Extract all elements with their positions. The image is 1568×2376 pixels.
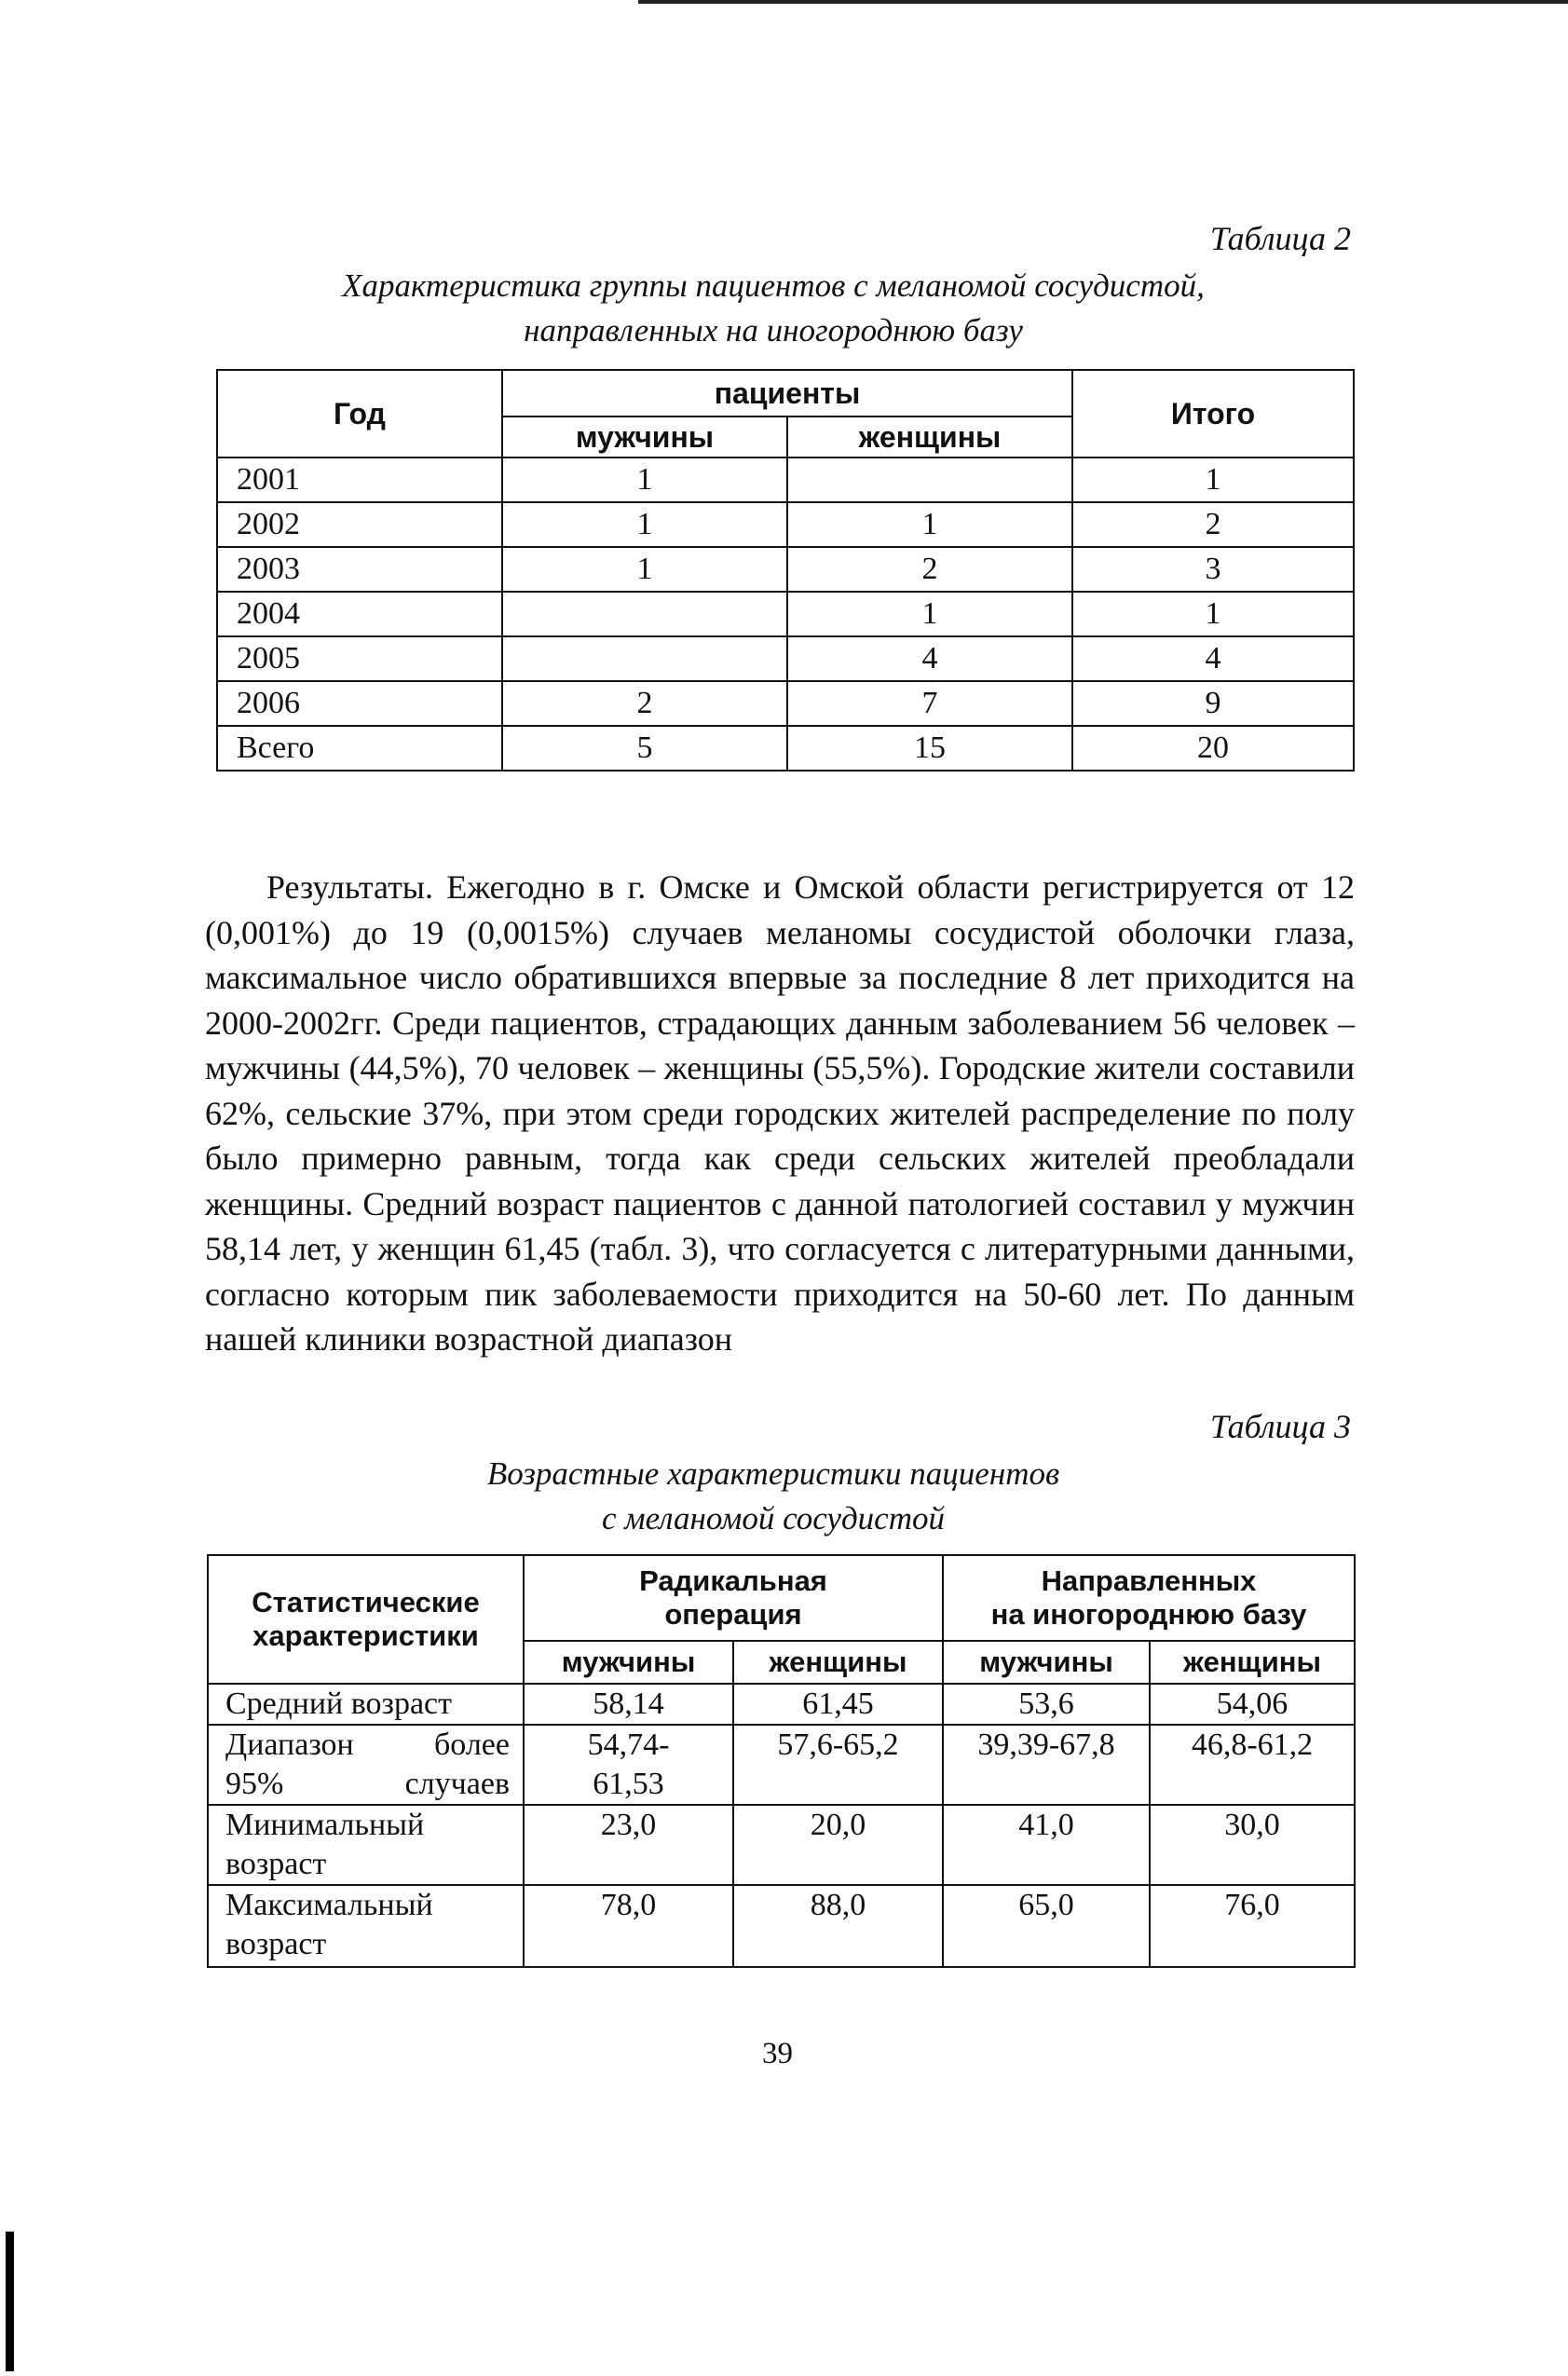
table3-header-men: мужчины	[943, 1641, 1150, 1684]
table3-cell-line: 58,14	[593, 1686, 664, 1721]
table3-cell-line: Средний возраст	[225, 1686, 452, 1721]
table3-header-stats	[208, 1555, 524, 1684]
table2-cell-year: 2004	[217, 592, 502, 636]
table2-cell-total: 20	[1072, 726, 1354, 771]
table3-cell-line: 20,0	[810, 1808, 866, 1842]
table2-cell-year: 2005	[217, 636, 502, 681]
table2-cell-women: 1	[787, 502, 1072, 547]
table3-cell-stat	[208, 1684, 524, 1725]
table2-cell-men	[502, 592, 787, 636]
table3-cell-rad-women	[733, 1805, 943, 1885]
table3-header-radical-line: Радикальная	[639, 1564, 827, 1597]
table-row	[217, 726, 1354, 771]
table3-cell-line: 23,0	[600, 1808, 657, 1842]
table3-cell-ref-women	[1150, 1885, 1355, 1967]
table2-cell-total: 9	[1072, 681, 1354, 726]
table3-label: Таблица 3	[1209, 1408, 1351, 1445]
table3-cell-line: возраст	[225, 1927, 327, 1961]
table3-cell-stat	[208, 1725, 524, 1805]
table3-cell-line: 53,6	[1018, 1686, 1074, 1721]
table3-cell-line: Минимальный	[225, 1808, 425, 1842]
table2-header-year: Год	[217, 370, 502, 457]
table3-cell-stat	[208, 1885, 524, 1967]
results-paragraph: Результаты. Ежегодно в г. Омске и Омской области регистрируется от 12 (0,001%) до 19 (0,0015%) случаев меланомы сосудистой оболочки глаза, максимальное число обратившихся впервые за последние 8 лет приходится на 2000-2002гг. Среди пациентов, страдающих данным заболеванием 56 человек – мужчины (44,5%), 70 человек – женщины (55,5%). Городские жители составили 62%, сельские 37%, при этом среди городских жителей распределение по полу было примерно равным, тогда как среди сельских жителей преобладали женщины. Средний возраст пациентов с данной патологией составил у мужчин 58,14 лет, у женщин 61,45 (табл. 3), что согласуется с литературными данными, согласно которым пик заболеваемости приходится на 50-60 лет. По данным нашей клиники возрастной диапазон	[205, 868, 1355, 1358]
table2-cell-women	[787, 457, 1072, 502]
table3-header-women: женщины	[1150, 1641, 1355, 1684]
table3-cell-line: 54,74-	[587, 1727, 670, 1762]
table3-cell-line: 95% случаев	[225, 1767, 510, 1801]
table3-cell-stat	[208, 1805, 524, 1885]
table3-cell-line: 41,0	[1018, 1808, 1074, 1842]
table-row	[217, 681, 1354, 726]
table3-cell-rad-women	[733, 1684, 943, 1725]
table3-header-radical-line: операция	[664, 1598, 802, 1631]
table3-header-stats-line: характеристики	[252, 1619, 479, 1652]
table3-header-men: мужчины	[524, 1641, 733, 1684]
table3-cell-line: 46,8-61,2	[1191, 1727, 1314, 1762]
table3	[207, 1554, 1356, 1968]
table3-caption-line: Возрастные характеристики пациентов	[486, 1455, 1060, 1492]
table3-cell-line: 30,0	[1224, 1808, 1280, 1842]
table2-cell-women: 15	[787, 726, 1072, 771]
table3-cell-rad-men	[524, 1725, 733, 1805]
table3-caption-line: с меланомой сосудистой	[602, 1500, 945, 1536]
table2-caption	[200, 264, 1346, 353]
table3-header-stats-line: Статистические	[252, 1586, 480, 1618]
table2-caption-line: направленных на иногороднюю базу	[524, 312, 1023, 348]
table3-header-women: женщины	[733, 1641, 943, 1684]
table-row	[208, 1805, 1355, 1885]
table3-cell-line: 76,0	[1224, 1888, 1280, 1922]
top-border-line	[638, 0, 1568, 4]
table3-cell-line: Максимальный	[225, 1888, 433, 1922]
table3-caption	[307, 1452, 1239, 1541]
table3-header-referred-line: Направленных	[1041, 1564, 1257, 1597]
table2-cell-men: 1	[502, 547, 787, 592]
table3-cell-line: 54,06	[1216, 1686, 1288, 1721]
table3-cell-ref-women	[1150, 1805, 1355, 1885]
table2-cell-men: 2	[502, 681, 787, 726]
table2-body	[217, 457, 1354, 771]
table2-cell-total: 2	[1072, 502, 1354, 547]
table2-cell-total: 4	[1072, 636, 1354, 681]
table2-cell-men	[502, 636, 787, 681]
table2-header-total: Итого	[1072, 370, 1354, 457]
table3-cell-line: 61,53	[593, 1767, 664, 1801]
table2-header-patients: пациенты	[502, 370, 1072, 416]
table3-cell-line: 78,0	[600, 1888, 657, 1922]
table3-cell-ref-men	[943, 1684, 1150, 1725]
table3-cell-ref-men	[943, 1725, 1150, 1805]
table3-cell-rad-women	[733, 1725, 943, 1805]
table-row	[217, 636, 1354, 681]
table2-cell-women: 2	[787, 547, 1072, 592]
table3-cell-line: 65,0	[1018, 1888, 1074, 1922]
table3-header-referred-line: на иногороднюю базу	[990, 1598, 1307, 1631]
table3-cell-line: 57,6-65,2	[777, 1727, 899, 1762]
table-row	[208, 1885, 1355, 1967]
table2-cell-year: 2006	[217, 681, 502, 726]
table3-cell-rad-women	[733, 1885, 943, 1967]
page-number: 39	[762, 2037, 793, 2070]
table2-cell-total: 1	[1072, 457, 1354, 502]
table3-cell-rad-men	[524, 1684, 733, 1725]
table2-label: Таблица 2	[1209, 220, 1351, 257]
table2-cell-total: 1	[1072, 592, 1354, 636]
table3-cell-ref-women	[1150, 1684, 1355, 1725]
table-row	[208, 1684, 1355, 1725]
table3-cell-ref-men	[943, 1885, 1150, 1967]
table-row	[217, 457, 1354, 502]
table2-cell-total: 3	[1072, 547, 1354, 592]
table2	[216, 369, 1355, 772]
table2-cell-women: 7	[787, 681, 1072, 726]
table-row	[208, 1725, 1355, 1805]
table3-cell-line: Диапазон более	[225, 1727, 510, 1762]
table3-cell-rad-men	[524, 1885, 733, 1967]
table2-cell-men: 1	[502, 457, 787, 502]
table-row	[217, 502, 1354, 547]
table3-cell-ref-women	[1150, 1725, 1355, 1805]
table-row	[217, 547, 1354, 592]
table3-header-radical	[524, 1555, 943, 1641]
table3-cell-rad-men	[524, 1805, 733, 1885]
table3-cell-line: 39,39-67,8	[977, 1727, 1115, 1762]
table2-cell-year: 2003	[217, 547, 502, 592]
table3-cell-line: 61,45	[802, 1686, 874, 1721]
table2-cell-women: 1	[787, 592, 1072, 636]
table2-cell-men: 5	[502, 726, 787, 771]
table3-cell-line: 88,0	[810, 1888, 866, 1922]
table2-header-women: женщины	[787, 416, 1072, 457]
table2-cell-year: 2002	[217, 502, 502, 547]
scan-edge-mark	[6, 2232, 14, 2371]
table2-caption-line: Характеристика группы пациентов с меланомой сосудистой,	[342, 267, 1205, 304]
table3-cell-line: возраст	[225, 1847, 327, 1881]
table-row	[217, 592, 1354, 636]
table2-cell-men: 1	[502, 502, 787, 547]
table2-cell-women: 4	[787, 636, 1072, 681]
table2-header-men: мужчины	[502, 416, 787, 457]
table3-header-referred	[943, 1555, 1355, 1641]
table3-body	[208, 1684, 1355, 1967]
table2-cell-year: 2001	[217, 457, 502, 502]
table3-cell-ref-men	[943, 1805, 1150, 1885]
table2-cell-year: Всего	[217, 726, 502, 771]
